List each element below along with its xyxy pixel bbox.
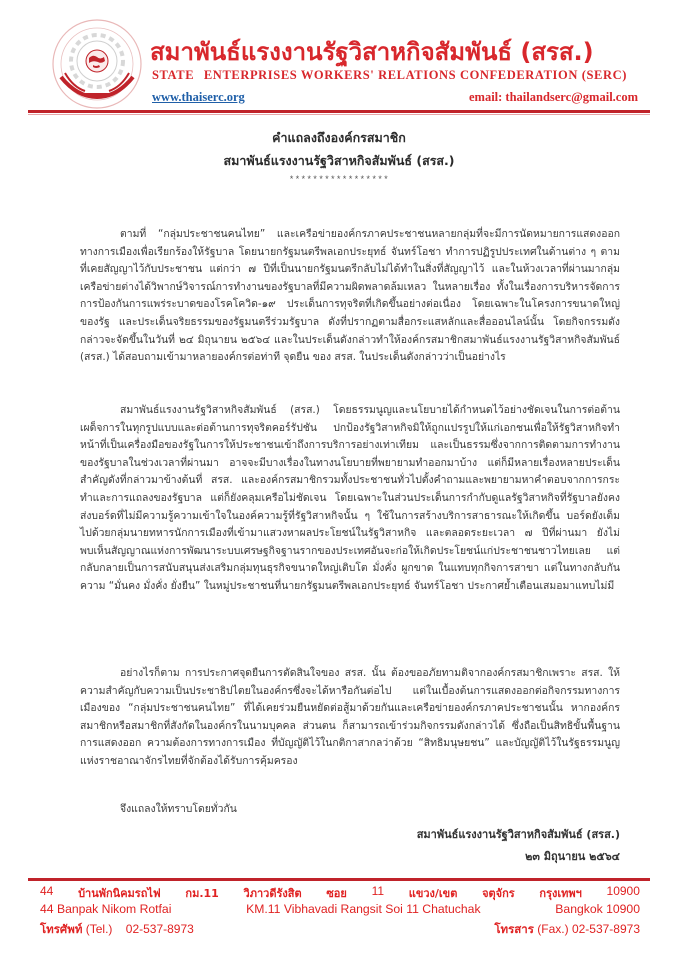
footer-fax: โทรสาร (Fax.) 02-537-8973 xyxy=(494,922,640,936)
email-address: email: thailandserc@gmail.com xyxy=(468,90,638,104)
letterhead xyxy=(0,0,678,112)
paragraph-3: อย่างไรก็ตาม การประกาศจุดยืนการตัดสินใจของ สรส. นั้น ต้องขออภัยทามติจากองค์กรสมาชิกเพราะ สรส. ให้ความสำคัญกับความเป็นประชาธิปไตยในองค์กรซึ่งจะได้หารือกันต่อไป แต่ในเบื้องต้นการแสดงออกต่อกิจกรรมทางการเมืองของ “กลุ่มประชาชนคนไทย” ที่ได้เคยร่วมยืนหยัดต่อสู้มาด้วยกันและเครือข่ายองค์กรภาคประชาชนนั้น หากองค์กรสมาชิกหรือสมาชิกที่สังกัดในองค์กรในนามบุคคล ส่วนตน ก็สามารถเข้าร่วมกิจกรรมดังกล่าวได้ ซึ่งถือเป็นสิทธิขั้นพื้นฐาน การแสดงออก ความต้องการทางการเมือง ที่บัญญัติไว้ในกติกาสากลว่าด้วย “สิทธิมนุษยชน” และบัญญัติไว้ในรัฐธรรมนูญแห่งราชอาณาจักรไทยที่จักต้องได้รับการคุ้มครอง xyxy=(80,667,620,767)
document-title: คำแถลงถึงองค์กรสมาชิก xyxy=(272,130,406,145)
footer-contact xyxy=(40,921,640,939)
signature-date: ๒๓ มิถุนายน ๒๕๖๔ xyxy=(525,850,620,863)
footer-address-english: 44 Banpak Nikom Rotfai KM.11 Vibhavadi Rangsit Soi 11 Chatuchak Bangkok 10900 xyxy=(40,902,640,916)
org-name-thai: สมาพันธ์แรงงานรัฐวิสาหกิจสัมพันธ์ (สรส.) xyxy=(150,38,594,66)
document-subtitle: สมาพันธ์แรงงานรัฐวิสาหกิจสัมพันธ์ (สรส.) xyxy=(223,153,455,168)
header-divider-thin xyxy=(28,114,650,115)
paragraph-1: ตามที่ “กลุ่มประชาชนคนไทย” และเครือข่ายองค์กรภาคประชาชนหลายกลุ่มที่จะมีการนัดหมายการแสดงออกทางการเมืองเพื่อเรียกร้องให้รัฐบาล โดยนายกรัฐมนตรีพลเอกประยุทธ์ จันทร์โอชา ทำการปฏิรูปประเทศในด้านต่าง ๆ ตามที่เคยสัญญาไว้กับประชาชน แต่กว่า ๗ ปีที่เป็นนายกรัฐมนตรีกลับไม่ได้ทำในสิ่งที่สัญญาไว้ และในห้วงเวลาที่ผ่านมากลุ่มเครือข่ายต่างได้วิพากษ์วิจารณ์การทำงานของรัฐบาลที่มีความผิดพลาดล้มเหลว ในหลายเรื่อง ทั้งในเรื่องการบริหารจัดการการป้องกันการแพร่ระบาดของโรคโควิด-๑๙ ประเด็นการทุจริตที่เกิดขึ้นอย่างต่อเนื่อง โดยเฉพาะในโครงการขนาดใหญ่ของรัฐ และประเด็นจริยธรรมของรัฐมนตรีร่วมรัฐบาล ดังที่ปรากฏตามสื่อกระแสหลักและสื่อออนไลน์นั้น โดยกิจกรรมดังกล่าวจะจัดขึ้นในวันที่ ๒๔ มิถุนายน ๒๕๖๔ และในประเด็นดังกล่าวทำให้องค์กรสมาชิกสมาพันธ์แรงงานรัฐวิสาหกิจสัมพันธ์ (สรส.) ได้สอบถามเข้ามาหลายองค์กรต่อท่าที จุดยืน ของ สรส. ในประเด็นดังกล่าวว่าเป็นอย่างไร xyxy=(80,228,620,364)
serc-logo-icon xyxy=(47,17,147,112)
footer-divider xyxy=(28,878,650,881)
header-divider xyxy=(28,110,650,113)
org-name-english: STATE ENTERPRISES WORKERS' RELATIONS CONFEDERATION (SERC) xyxy=(152,68,627,82)
footer-telephone: โทรศัพท์ (Tel.) 02-537-8973 xyxy=(40,922,194,936)
website-link[interactable]: www.thaiserc.org xyxy=(152,90,245,104)
closing-statement: จึงแถลงให้ทราบโดยทั่วกัน xyxy=(120,803,237,815)
paragraph-2: สมาพันธ์แรงงานรัฐวิสาหกิจสัมพันธ์ (สรส.) โดยธรรมนูญและนโยบายได้กำหนดไว้อย่างชัดเจนในการต่อต้านเผด็จการในทุกรูปแบบและต่อต้านการทุจริตคอร์รัปชัน ปกป้องรัฐวิสาหกิจมิให้ถูกแปรรูปให้แก่เอกชนเพื่อให้รัฐวิสาหกิจทำหน้าที่เป็นเครื่องมือของรัฐในการให้ประชาชนเข้าถึงการบริการอย่างเท่าเทียม และเป็นธรรมซึ่งจากการติดตามการทำงานของรัฐบาลในช่วงเวลาที่ผ่านมา อาจจะมีบางเรื่องในทางนโยบายที่พยายามทำออกมาบ้าง แต่ก็มีหลายเรื่องหลายประเด็นสำคัญดังที่กล่าวมาข้างต้นที่ สรส. และองค์กรสมาชิกรวมทั้งประชาชนทั่วไปตั้งคำถามและพยายามหาคำตอบจากการกระทำและการแถลงของรัฐบาล แต่ก็ยังคลุมเครือไม่ชัดเจน โดยเฉพาะในส่วนประเด็นการกำกับดูแลรัฐวิสาหกิจที่รัฐบาลยังคงส่งบอร์ดที่ไม่มีความรู้ความเข้าใจในองค์ความรู้ที่รัฐวิสาหกิจนั้น ๆ ใช้ในการสร้างบริการสาธารณะให้เกิดขึ้น บอร์ดยังเต็มไปด้วยกลุ่มนายทหารนักการเมืองที่เข้ามาแสวงหาผลประโยชน์ในรัฐวิสาหกิจ และตลอดระยะเวลา ๗ ปีที่ผ่านมา ยังไม่พบเห็นสัญญาณแห่งการพัฒนาระบบเศรษฐกิจฐานรากของประเทศอันจะก่อให้เกิดประโยชน์แก่ประชาชนชาวไทยเลย แต่กลับกลายเป็นการสนับสนุนส่งเสริมกลุ่มทุนธุรกิจขนาดใหญ่เติบโต มั่งคั่ง ผูกขาด ในแทบทุกกิจการสาขา แต่ในทางกลับกันความ “มั่นคง มั่งคั่ง ยั่งยืน” ในหมู่ประชาชนที่นายกรัฐมนตรีพลเอกประยุทธ์ จันทร์โอชา ประกาศย้ำเตือนเสมอมาแทบไม่มี xyxy=(80,404,620,592)
title-separator: ***************** xyxy=(288,175,390,185)
signature-organization: สมาพันธ์แรงงานรัฐวิสาหกิจสัมพันธ์ (สรส.) xyxy=(416,828,620,841)
footer-address-thai: 44 บ้านพักนิคมรถไฟ กม.11 วิภาวดีรังสิต ซอย 11 แขวง/เขต จตุจักร กรุงเทพฯ 10900 xyxy=(40,884,640,900)
